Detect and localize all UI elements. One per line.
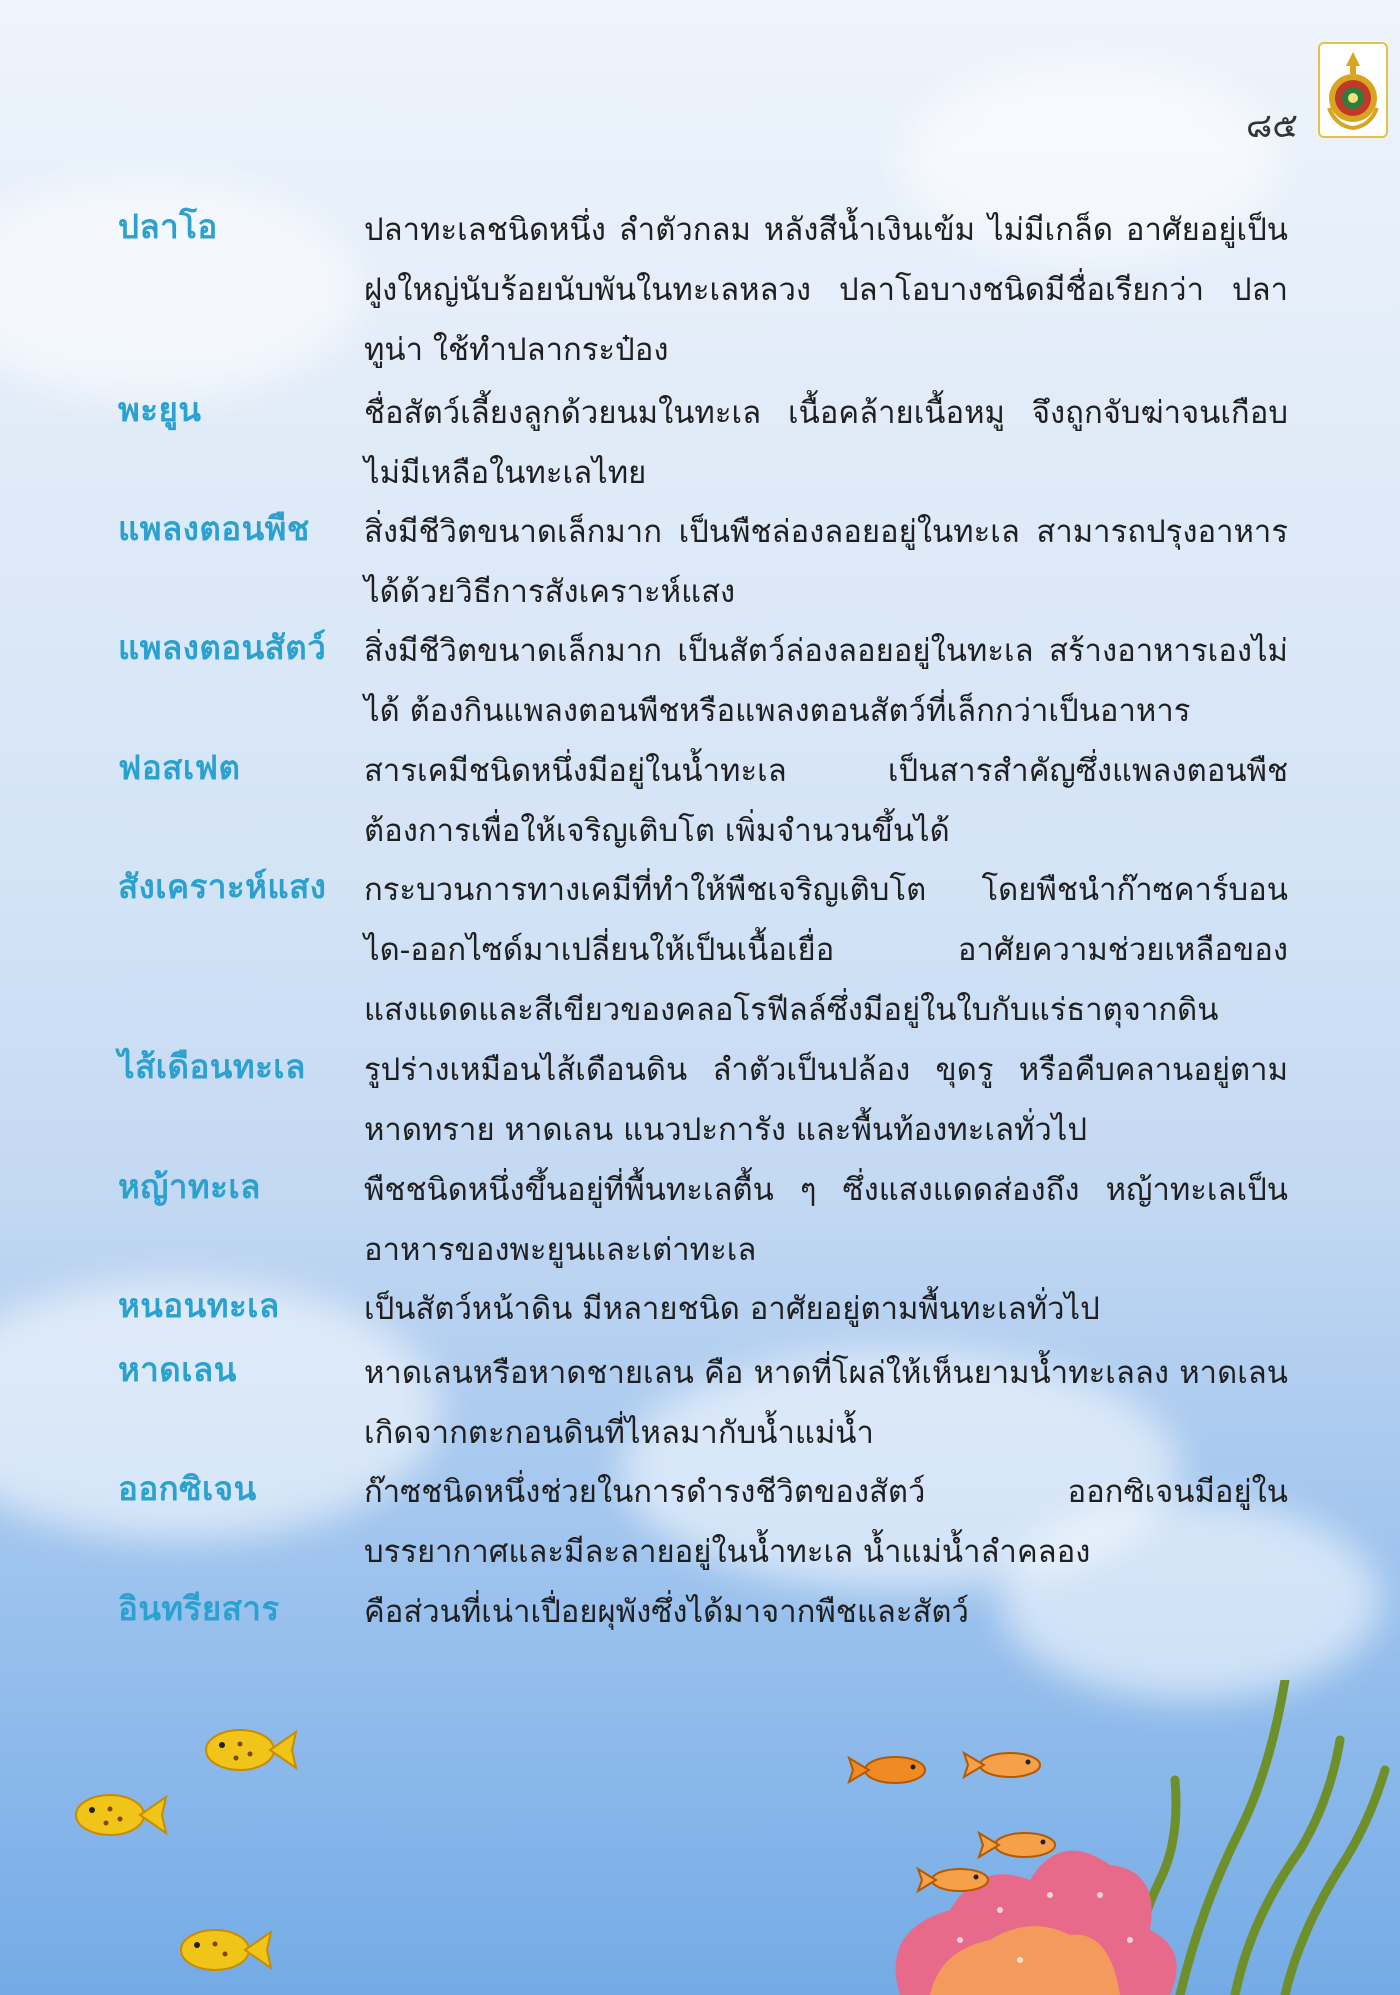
glossary-term: ออกซิเจน <box>118 1469 257 1508</box>
fish-icon <box>206 1730 296 1770</box>
fish-icon <box>979 1833 1055 1857</box>
glossary-term: สังเคราะห์แสง <box>118 867 327 906</box>
glossary-definition: เป็นสัตว์หน้าดิน มีหลายชนิด อาศัยอยู่ตามพื้นทะเลทั่วไป <box>364 1291 1100 1327</box>
glossary-definition: คือส่วนที่เน่าเปื่อยผุพังซึ่งได้มาจากพืชและสัตว์ <box>364 1594 969 1630</box>
glossary-definition: สารเคมีชนิดหนึ่งมีอยู่ในน้ำทะเล เป็นสารสำคัญซึ่งแพลงตอนพืชต้องการเพื่อให้เจริญเติบโต เพิ่มจำนวนขึ้นได้ <box>364 753 1288 849</box>
glossary-definition: ก๊าซชนิดหนึ่งช่วยในการดำรงชีวิตของสัตว์ ออกซิเจนมีอยู่ในบรรยากาศและมีละลายอยู่ในน้ำทะเล น้ำแม่น้ำลำคลอง <box>364 1474 1288 1570</box>
fish-icon <box>76 1795 166 1835</box>
seaweed-icon <box>1138 1680 1386 1995</box>
glossary-term: ฟอสเฟต <box>118 748 241 787</box>
glossary-term: อินทรียสาร <box>118 1589 280 1628</box>
glossary-definition: ปลาทะเลชนิดหนึ่ง ลำตัวกลม หลังสีน้ำเงินเข้ม ไม่มีเกล็ด อาศัยอยู่เป็นฝูงใหญ่นับร้อยนับพันในทะเลหลวง ปลาโอบางชนิดมีชื่อเรียกว่า ปลาทูน่า ใช้ทำปลากระป๋อง <box>364 212 1288 368</box>
glossary-definition: รูปร่างเหมือนไส้เดือนดิน ลำตัวเป็นปล้อง ขุดรู หรือคืบคลานอยู่ตามหาดทราย หาดเลน แนวปะการัง และพื้นท้องทะเลทั่วไป <box>364 1052 1288 1148</box>
glossary-definition: กระบวนการทางเคมีที่ทำให้พืชเจริญเติบโต โดยพืชนำก๊าซคาร์บอนได-ออกไซด์มาเปลี่ยนให้เป็นเนื้อเยื่อ อาศัยความช่วยเหลือของแสงแดดและสีเขียวของคลอโรฟีลล์ซึ่งมีอยู่ในใบกับแร่ธาตุจากดิน <box>364 872 1288 1028</box>
glossary-term: ปลาโอ <box>118 207 218 246</box>
fish-icon <box>964 1753 1040 1777</box>
page-number: ๘๕ <box>1246 106 1298 146</box>
glossary-definition: หาดเลนหรือหาดชายเลน คือ หาดที่โผล่ให้เห็นยามน้ำทะเลลง หาดเลนเกิดจากตะกอนดินที่ไหลมากับน้ำแม่น้ำ <box>364 1355 1288 1451</box>
glossary-term: หนอนทะเล <box>118 1286 280 1325</box>
glossary-definition: สิ่งมีชีวิตขนาดเล็กมาก เป็นสัตว์ล่องลอยอยู่ในทะเล สร้างอาหารเองไม่ได้ ต้องกินแพลงตอนพืชหรือแพลงตอนสัตว์ที่เล็กกว่าเป็นอาหาร <box>364 633 1288 729</box>
glossary-definition: สิ่งมีชีวิตขนาดเล็กมาก เป็นพืชล่องลอยอยู่ในทะเล สามารถปรุงอาหารได้ด้วยวิธีการสังเคราะห์แสง <box>364 514 1288 610</box>
glossary-term: หญ้าทะเล <box>118 1167 261 1206</box>
fish-icon <box>181 1930 271 1970</box>
glossary-term: แพลงตอนพืช <box>118 509 310 548</box>
fish-icon <box>849 1757 925 1783</box>
glossary-term: พะยูน <box>118 390 202 429</box>
fish-icon <box>918 1869 988 1891</box>
glossary-definition: ชื่อสัตว์เลี้ยงลูกด้วยนมในทะเล เนื้อคล้ายเนื้อหมู จึงถูกจับฆ่าจนเกือบไม่มีเหลือในทะเลไทย <box>364 395 1288 491</box>
glossary-term: ไส้เดือนทะเล <box>118 1047 306 1086</box>
sea-decoration <box>0 1680 1400 1995</box>
glossary-term: แพลงตอนสัตว์ <box>118 628 327 667</box>
glossary-term: หาดเลน <box>118 1350 237 1389</box>
glossary-definition: พืชชนิดหนึ่งขึ้นอยู่ที่พื้นทะเลตื้น ๆ ซึ่งแสงแดดส่องถึง หญ้าทะเลเป็นอาหารของพะยูนและเต่าทะเล <box>364 1172 1288 1268</box>
emblem-logo <box>1318 42 1388 138</box>
